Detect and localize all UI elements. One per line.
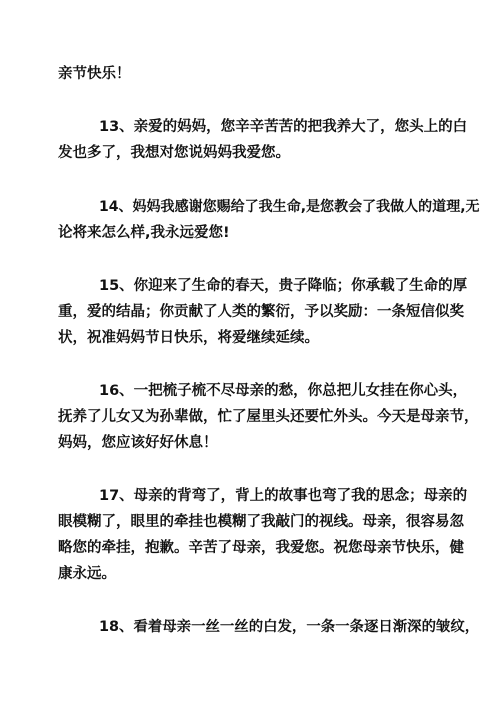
paragraph-line: 13、亲爱的妈妈，您辛辛苦苦的把我养大了，您头上的白 <box>99 119 468 135</box>
intro-tail-line: 亲节快乐！ <box>58 66 131 82</box>
paragraph-line: 妈妈，您应该好好休息！ <box>58 435 218 451</box>
paragraph-line: 康永远。 <box>58 566 116 582</box>
paragraph-line: 论将来怎么样,我永远爱您! <box>58 225 230 241</box>
paragraph-line: 略您的牵挂，抱歉。辛苦了母亲，我爱您。祝您母亲节快乐，健 <box>58 540 464 556</box>
paragraph-line: 15、你迎来了生命的春天，贵子降临；你承载了生命的厚 <box>99 278 468 294</box>
paragraph-line: 眼模糊了，眼里的牵挂也模糊了我敲门的视线。母亲，很容易忽 <box>58 514 464 530</box>
paragraph-line: 抚养了儿女又为孙辈做，忙了屋里头还要忙外头。今天是母亲节， <box>58 409 479 425</box>
paragraph-line: 18、看着母亲一丝一丝的白发，一条一条逐日渐深的皱纹， <box>99 619 480 635</box>
paragraph-line: 14、妈妈我感谢您赐给了我生命,是您教会了我做人的道理,无 <box>99 199 480 215</box>
paragraph-line: 发也多了，我想对您说妈妈我爱您。 <box>58 145 290 161</box>
paragraph-line: 状，祝准妈妈节日快乐，将爱继续延续。 <box>58 330 319 346</box>
paragraph-line: 17、母亲的背弯了，背上的故事也弯了我的思念；母亲的 <box>99 488 468 504</box>
paragraph-line: 重，爱的结晶；你贡献了人类的繁衍，予以奖励：一条短信似奖 <box>58 304 464 320</box>
paragraph-line: 16、一把梳子梳不尽母亲的愁，你总把儿女挂在你心头， <box>99 383 468 399</box>
